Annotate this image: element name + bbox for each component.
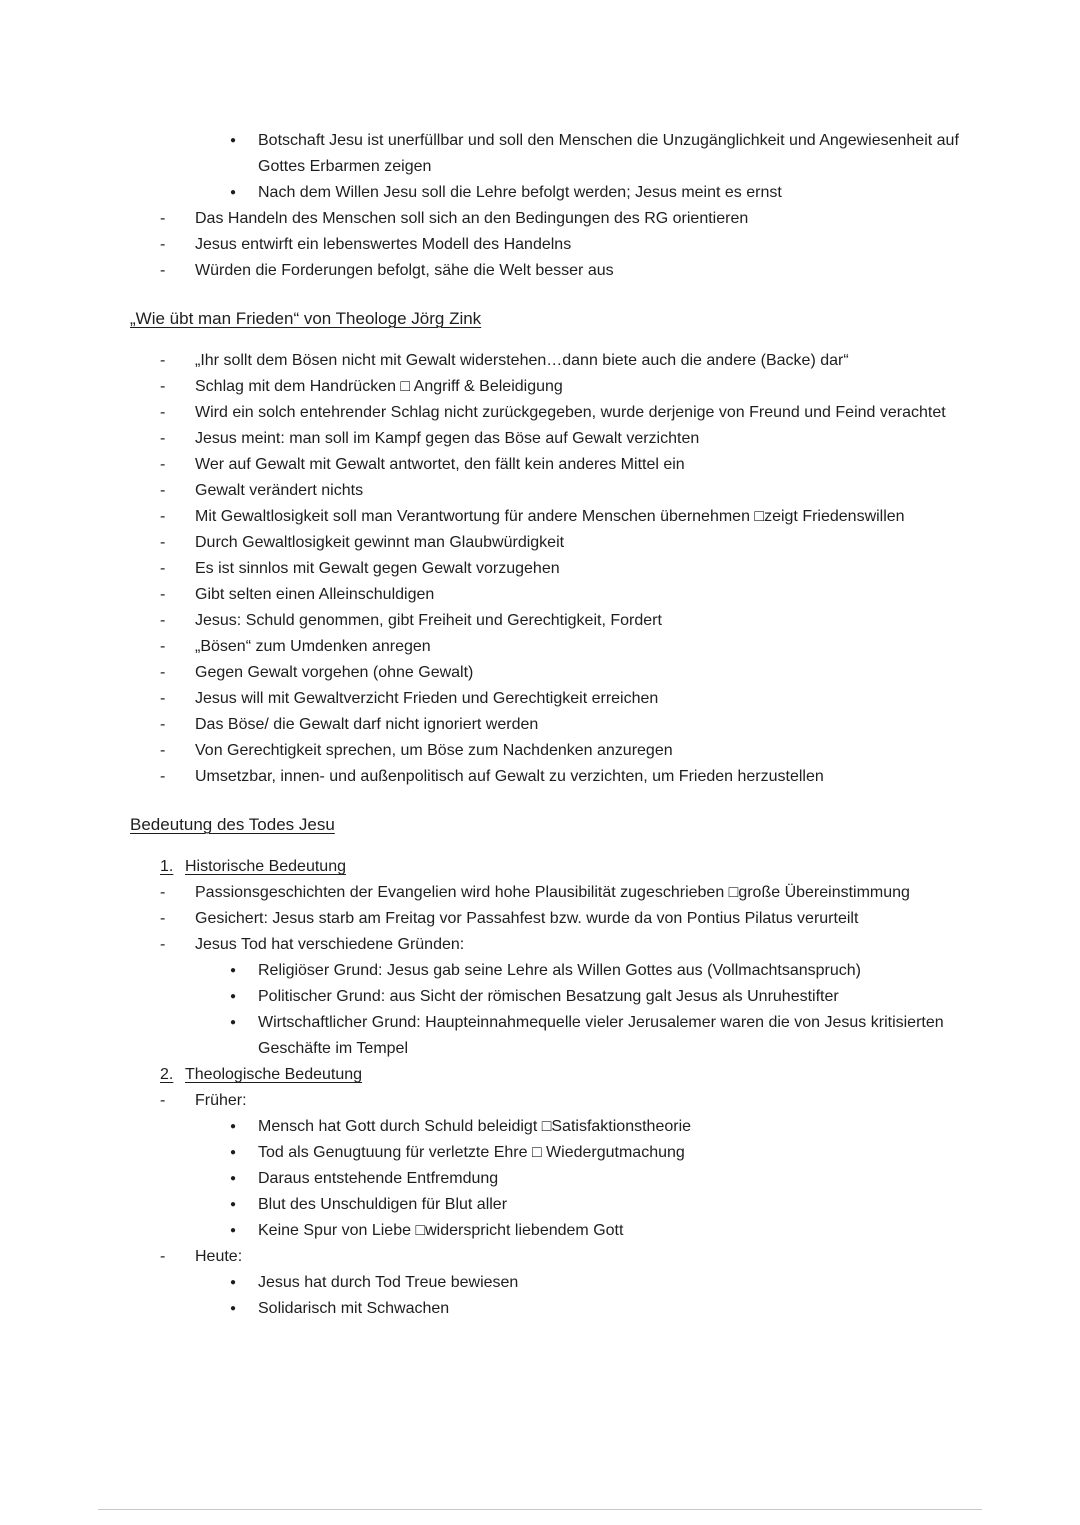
list-item <box>130 634 985 660</box>
list-item <box>130 1010 985 1062</box>
list-item <box>130 128 985 180</box>
dash-marker: - <box>160 664 166 681</box>
list-item-text: Gegen Gewalt vorgehen (ohne Gewalt) <box>195 664 474 681</box>
dash-marker: - <box>160 378 166 395</box>
list-item <box>130 478 985 504</box>
list-item-text: Umsetzbar, innen- und außenpolitisch auf Gewalt zu verzichten, um Frieden herzustellen <box>195 768 824 785</box>
list-item <box>130 452 985 478</box>
list-item <box>130 1192 985 1218</box>
list-item <box>130 1140 985 1166</box>
dash-marker: - <box>160 910 166 927</box>
list-item-text: Heute: <box>195 1248 243 1265</box>
list-item <box>130 374 985 400</box>
list-item-text: Wirtschaftlicher Grund: Haupteinnahmequelle vieler Jerusalemer waren die von Jesus kritisierten Geschäfte im Tempel <box>258 1014 944 1057</box>
dash-marker: - <box>160 716 166 733</box>
list-item <box>130 348 985 374</box>
bullet-marker: ● <box>230 1277 237 1288</box>
list-item <box>130 180 985 206</box>
list-item-text: Das Handeln des Menschen soll sich an den Bedingungen des RG orientieren <box>195 210 749 227</box>
list-item <box>130 556 985 582</box>
list-item-text: Gesichert: Jesus starb am Freitag vor Passahfest bzw. wurde da von Pontius Pilatus verurteilt <box>195 910 859 927</box>
dash-marker: - <box>160 690 166 707</box>
list-item <box>130 984 985 1010</box>
bullet-marker: ● <box>230 965 237 976</box>
dash-marker: - <box>160 1248 166 1265</box>
list-item-text: Würden die Forderungen befolgt, sähe die Welt besser aus <box>195 262 614 279</box>
dash-marker: - <box>160 768 166 785</box>
list-item <box>130 1114 985 1140</box>
subheading-number: 2. <box>160 1066 174 1083</box>
list-item <box>130 906 985 932</box>
list-item <box>130 1270 985 1296</box>
dash-marker: - <box>160 508 166 525</box>
dash-marker: - <box>160 936 166 953</box>
dash-marker: - <box>160 742 166 759</box>
list-item-text: Keine Spur von Liebe □widerspricht liebendem Gott <box>258 1222 624 1239</box>
list-item <box>130 426 985 452</box>
section-heading-text: Bedeutung des Todes Jesu <box>130 815 335 834</box>
theologische-list <box>130 1088 985 1322</box>
list-item-text: Passionsgeschichten der Evangelien wird hohe Plausibilität zugeschrieben □große Übereinstimmung <box>195 884 910 901</box>
dash-marker: - <box>160 482 166 499</box>
list-item-text: Jesus hat durch Tod Treue bewiesen <box>258 1274 519 1291</box>
dash-marker: - <box>160 638 166 655</box>
list-item-text: Mit Gewaltlosigkeit soll man Verantwortung für andere Menschen übernehmen □zeigt Friedenswillen <box>195 508 905 525</box>
list-item <box>130 932 985 958</box>
bullet-marker: ● <box>230 1199 237 1210</box>
list-item-text: Jesus meint: man soll im Kampf gegen das Böse auf Gewalt verzichten <box>195 430 700 447</box>
list-item-text: Jesus entwirft ein lebenswertes Modell des Handelns <box>195 236 572 253</box>
list-item <box>130 582 985 608</box>
list-item-text: Blut des Unschuldigen für Blut aller <box>258 1196 508 1213</box>
list-item-text: Wer auf Gewalt mit Gewalt antwortet, den fällt kein anderes Mittel ein <box>195 456 685 473</box>
list-item <box>130 258 985 284</box>
subheading-historische-bedeutung <box>130 854 985 880</box>
list-item <box>130 686 985 712</box>
dash-marker: - <box>160 1092 166 1109</box>
list-item <box>130 880 985 906</box>
dash-marker: - <box>160 560 166 577</box>
dash-marker: - <box>160 262 166 279</box>
list-item-text: Jesus will mit Gewaltverzicht Frieden und Gerechtigkeit erreichen <box>195 690 659 707</box>
historische-list <box>130 880 985 1062</box>
subheading-title: Theologische Bedeutung <box>185 1066 363 1083</box>
list-item-text: Das Böse/ die Gewalt darf nicht ignoriert werden <box>195 716 539 733</box>
bullet-marker: ● <box>230 1173 237 1184</box>
list-item-text: Politischer Grund: aus Sicht der römischen Besatzung galt Jesus als Unruhestifter <box>258 988 839 1005</box>
list-item <box>130 1166 985 1192</box>
list-item <box>130 206 985 232</box>
bullet-marker: ● <box>230 1121 237 1132</box>
dash-marker: - <box>160 456 166 473</box>
bullet-marker: ● <box>230 1147 237 1158</box>
dash-marker: - <box>160 612 166 629</box>
list-item-text: „Ihr sollt dem Bösen nicht mit Gewalt widerstehen…dann biete auch die andere (Backe) dar“ <box>195 352 849 369</box>
dash-marker: - <box>160 534 166 551</box>
bullet-marker: ● <box>230 1017 237 1028</box>
subheading-theologische-bedeutung <box>130 1062 985 1088</box>
section-heading-text: „Wie übt man Frieden“ von Theologe Jörg Zink <box>130 309 482 328</box>
dash-marker: - <box>160 404 166 421</box>
bullet-marker: ● <box>230 135 237 146</box>
list-item <box>130 1088 985 1114</box>
dash-marker: - <box>160 210 166 227</box>
bullet-marker: ● <box>230 187 237 198</box>
dash-marker: - <box>160 430 166 447</box>
list-item <box>130 712 985 738</box>
list-item <box>130 1218 985 1244</box>
list-item <box>130 504 985 530</box>
subheading-number: 1. <box>160 858 174 875</box>
list-item-text: Tod als Genugtuung für verletzte Ehre □ Wiedergutmachung <box>258 1144 685 1161</box>
list-item <box>130 608 985 634</box>
list-item <box>130 232 985 258</box>
page-divider <box>98 1509 982 1510</box>
list-item-text: Von Gerechtigkeit sprechen, um Böse zum Nachdenken anzuregen <box>195 742 673 759</box>
list-item <box>130 660 985 686</box>
list-item-text: Solidarisch mit Schwachen <box>258 1300 450 1317</box>
list-item-text: Nach dem Willen Jesu soll die Lehre befolgt werden; Jesus meint es ernst <box>258 184 782 201</box>
list-item-text: Schlag mit dem Handrücken □ Angriff & Beleidigung <box>195 378 563 395</box>
top-list <box>130 128 985 284</box>
list-item <box>130 400 985 426</box>
list-item-text: Jesus Tod hat verschiedene Gründen: <box>195 936 465 953</box>
bullet-marker: ● <box>230 991 237 1002</box>
list-item <box>130 530 985 556</box>
subheading-title: Historische Bedeutung <box>185 858 346 875</box>
list-item-text: Daraus entstehende Entfremdung <box>258 1170 499 1187</box>
list-item <box>130 764 985 790</box>
list-item-text: Durch Gewaltlosigkeit gewinnt man Glaubwürdigkeit <box>195 534 565 551</box>
dash-marker: - <box>160 236 166 253</box>
list-item <box>130 1244 985 1270</box>
list-item-text: Früher: <box>195 1092 247 1109</box>
dash-marker: - <box>160 586 166 603</box>
list-item-text: Wird ein solch entehrender Schlag nicht zurückgegeben, wurde derjenige von Freund und Feind verachtet <box>195 404 946 421</box>
list-item <box>130 738 985 764</box>
list-item-text: Gewalt verändert nichts <box>195 482 364 499</box>
list-item-text: „Bösen“ zum Umdenken anregen <box>195 638 431 655</box>
list-item-text: Es ist sinnlos mit Gewalt gegen Gewalt vorzugehen <box>195 560 560 577</box>
list-item-text: Mensch hat Gott durch Schuld beleidigt □Satisfaktionstheorie <box>258 1118 692 1135</box>
list-item-text: Botschaft Jesu ist unerfüllbar und soll den Menschen die Unzugänglichkeit und Angewiesenheit auf Gottes Erbarmen zeigen <box>258 132 959 175</box>
list-item-text: Jesus: Schuld genommen, gibt Freiheit und Gerechtigkeit, Fordert <box>195 612 662 629</box>
frieden-list <box>130 348 985 790</box>
dash-marker: - <box>160 884 166 901</box>
bullet-marker: ● <box>230 1303 237 1314</box>
list-item <box>130 1296 985 1322</box>
section-heading-frieden <box>130 306 985 332</box>
bullet-marker: ● <box>230 1225 237 1236</box>
list-item-text: Religiöser Grund: Jesus gab seine Lehre als Willen Gottes aus (Vollmachtsanspruch) <box>258 962 861 979</box>
dash-marker: - <box>160 352 166 369</box>
list-item-text: Gibt selten einen Alleinschuldigen <box>195 586 435 603</box>
list-item <box>130 958 985 984</box>
section-heading-tod <box>130 812 985 838</box>
